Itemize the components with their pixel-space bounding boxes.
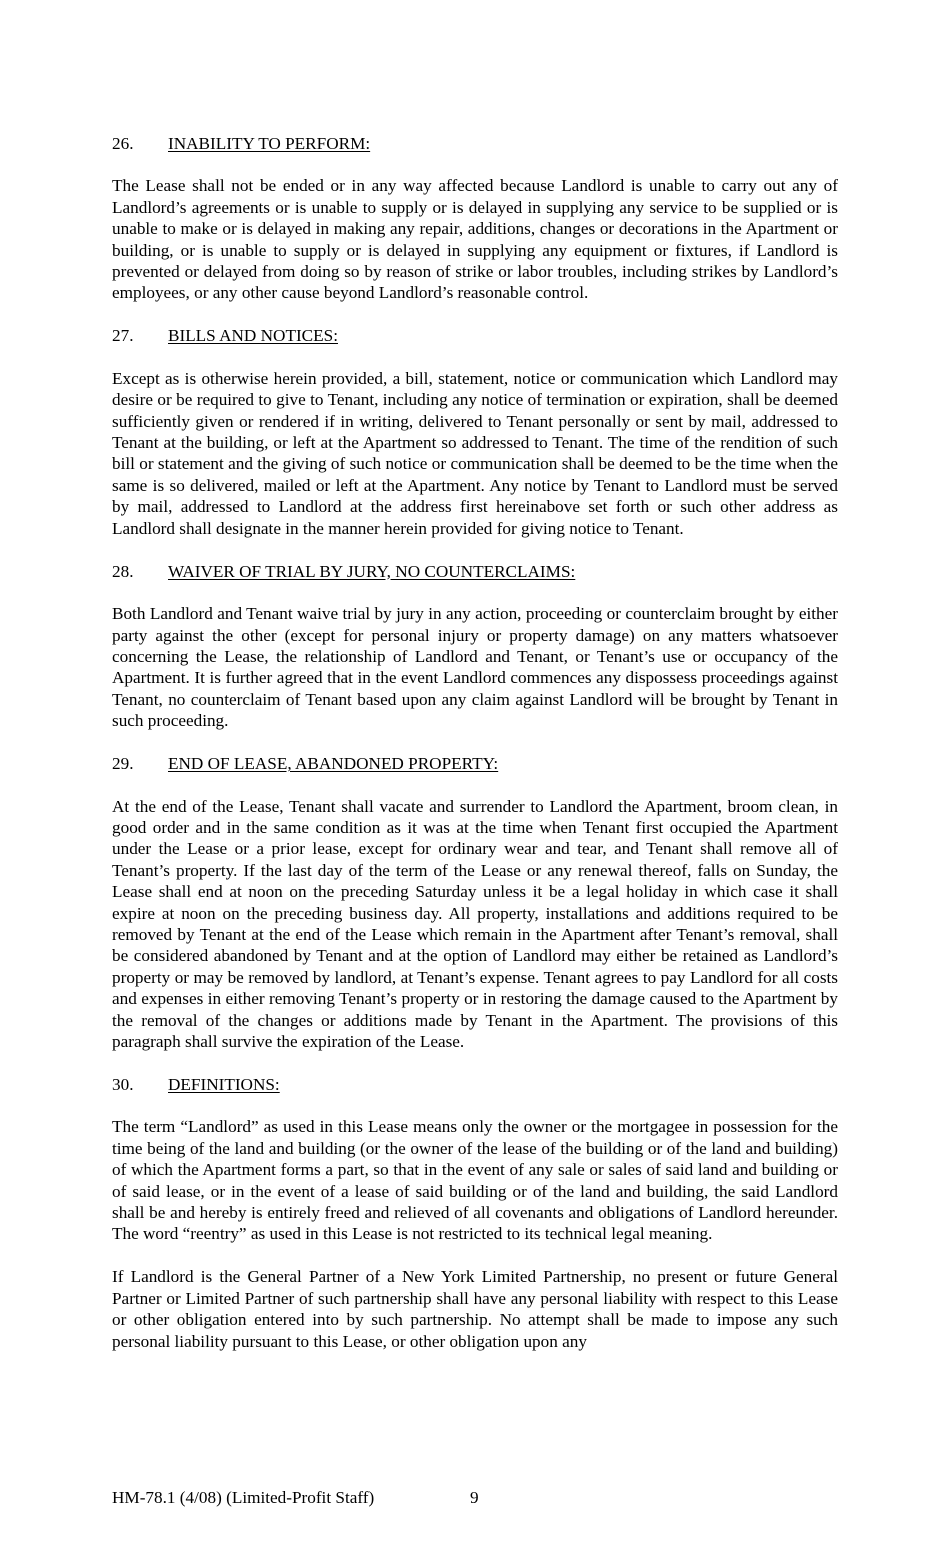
section-paragraph: The Lease shall not be ended or in any way affected because Landlord is unable to carry out any of Landlord’s agreements or is unable to supply or is delayed in supplying any service to be supplied or is unable to make or is delayed in making any repair, additions, changes or decorations in the Apartment or building, or is unable to supply or is delayed in supplying any equipment or fixtures, if Landlord is prevented or delayed from doing so by reason of strike or labor troubles, including strikes by Landlord’s employees, or any other cause beyond Landlord’s reasonable control. [112,176,838,303]
section-heading [112,753,838,774]
document-page [112,133,838,1374]
section-title: INABILITY TO PERFORM: [168,134,371,153]
section-title: BILLS AND NOTICES: [168,326,338,346]
section-heading [112,561,838,582]
section-title: DEFINITIONS: [168,1075,280,1094]
section-paragraph: The term “Landlord” as used in this Lease means only the owner or the mortgagee in possession for the time being of the land and building (or the owner of the lease of the building or of the land and building) of which the Apartment forms a part, so that in the event of any sale or sales of said land and building or of said lease, or in the event of a lease of said building or of the land and building, the said Landlord shall be and hereby is entirely freed and relieved of all covenants and obligations of Landlord hereunder. The word “reentry” as used in this Lease is not restricted to its technical legal meaning. [112,1117,838,1244]
section-paragraph: At the end of the Lease, Tenant shall vacate and surrender to Landlord the Apartment, broom clean, in good order and in the same condition as it was at the time when Tenant first occupied the Apartment under the Lease or a prior lease, except for ordinary wear and tear, and Tenant shall remove all of Tenant’s property. If the last day of the term of the Lease or any renewal thereof, falls on Sunday, the Lease shall end at noon on the preceding Saturday unless it be a legal holiday in which case it shall expire at noon on the preceding business day. All property, installations and additions required to be removed by Tenant at the end of the Lease which remain in the Apartment after Tenant’s removal, shall be considered abandoned by Tenant and at the option of Landlord may either be retained as Landlord’s property or may be removed by landlord, at Tenant’s expense. Tenant agrees to pay Landlord for all costs and expenses in either removing Tenant’s property or in restoring the damage caused to the Apartment by the removal of the changes or additions made by Tenant in the Apartment. The provisions of this paragraph shall survive the expiration of the Lease. [112,796,838,1051]
section-heading [112,1074,838,1095]
section-26 [112,133,838,304]
section-paragraph: If Landlord is the General Partner of a New York Limited Partnership, no present or future General Partner or Limited Partner of such partnership shall have any personal liability with respect to this Lease or other obligation entered into by such partnership. No attempt shall be made to impose any such personal liability pursuant to this Lease, or other obligation upon any [112,1267,838,1351]
section-title: WAIVER OF TRIAL BY JURY, NO COUNTERCLAIMS: [168,561,576,581]
section-paragraph: Except as is otherwise herein provided, a bill, statement, notice or communication which Landlord may desire or be required to give to Tenant, including any notice of termination or expiration, shall be deemed sufficiently given or rendered if in writing, delivered to Tenant personally or sent by mail, addressed to Tenant at the building, or left at the Apartment so addressed to Tenant. The time of the rendition of such bill or statement and the giving of such notice or communication shall be deemed to be the time when the same is so delivered, mailed or left at the Apartment. Any notice by Tenant to Landlord must be served by mail, addressed to Landlord at the address first hereinabove set forth or such other address as Landlord shall designate in the manner herein provided for giving notice to Tenant. [112,368,838,538]
section-28 [112,561,838,732]
section-29 [112,753,838,1052]
section-paragraph: Both Landlord and Tenant waive trial by jury in any action, proceeding or counterclaim brought by either party against the other (except for personal injury or property damage) on any matters whatsoever concerning the Lease, the relationship of Landlord and Tenant, or Tenant’s use or occupancy of the Apartment. It is further agreed that in the event Landlord commences any dispossess proceedings against Tenant, no counterclaim of Tenant based upon any claim against Landlord will be brought by Tenant in such proceeding. [112,604,838,731]
section-title: END OF LEASE, ABANDONED PROPERTY: [168,754,499,774]
page-number: 9 [470,1488,479,1507]
page-footer [112,1487,479,1508]
section-27 [112,325,838,539]
form-identifier: HM-78.1 (4/08) (Limited-Profit Staff) [112,1488,375,1507]
section-heading [112,133,838,154]
section-number: 29. [112,754,134,774]
section-number: 28. [112,561,134,581]
section-30 [112,1074,838,1352]
section-heading [112,325,838,346]
section-number: 26. [112,134,134,153]
section-number: 27. [112,326,134,346]
section-number: 30. [112,1075,134,1094]
